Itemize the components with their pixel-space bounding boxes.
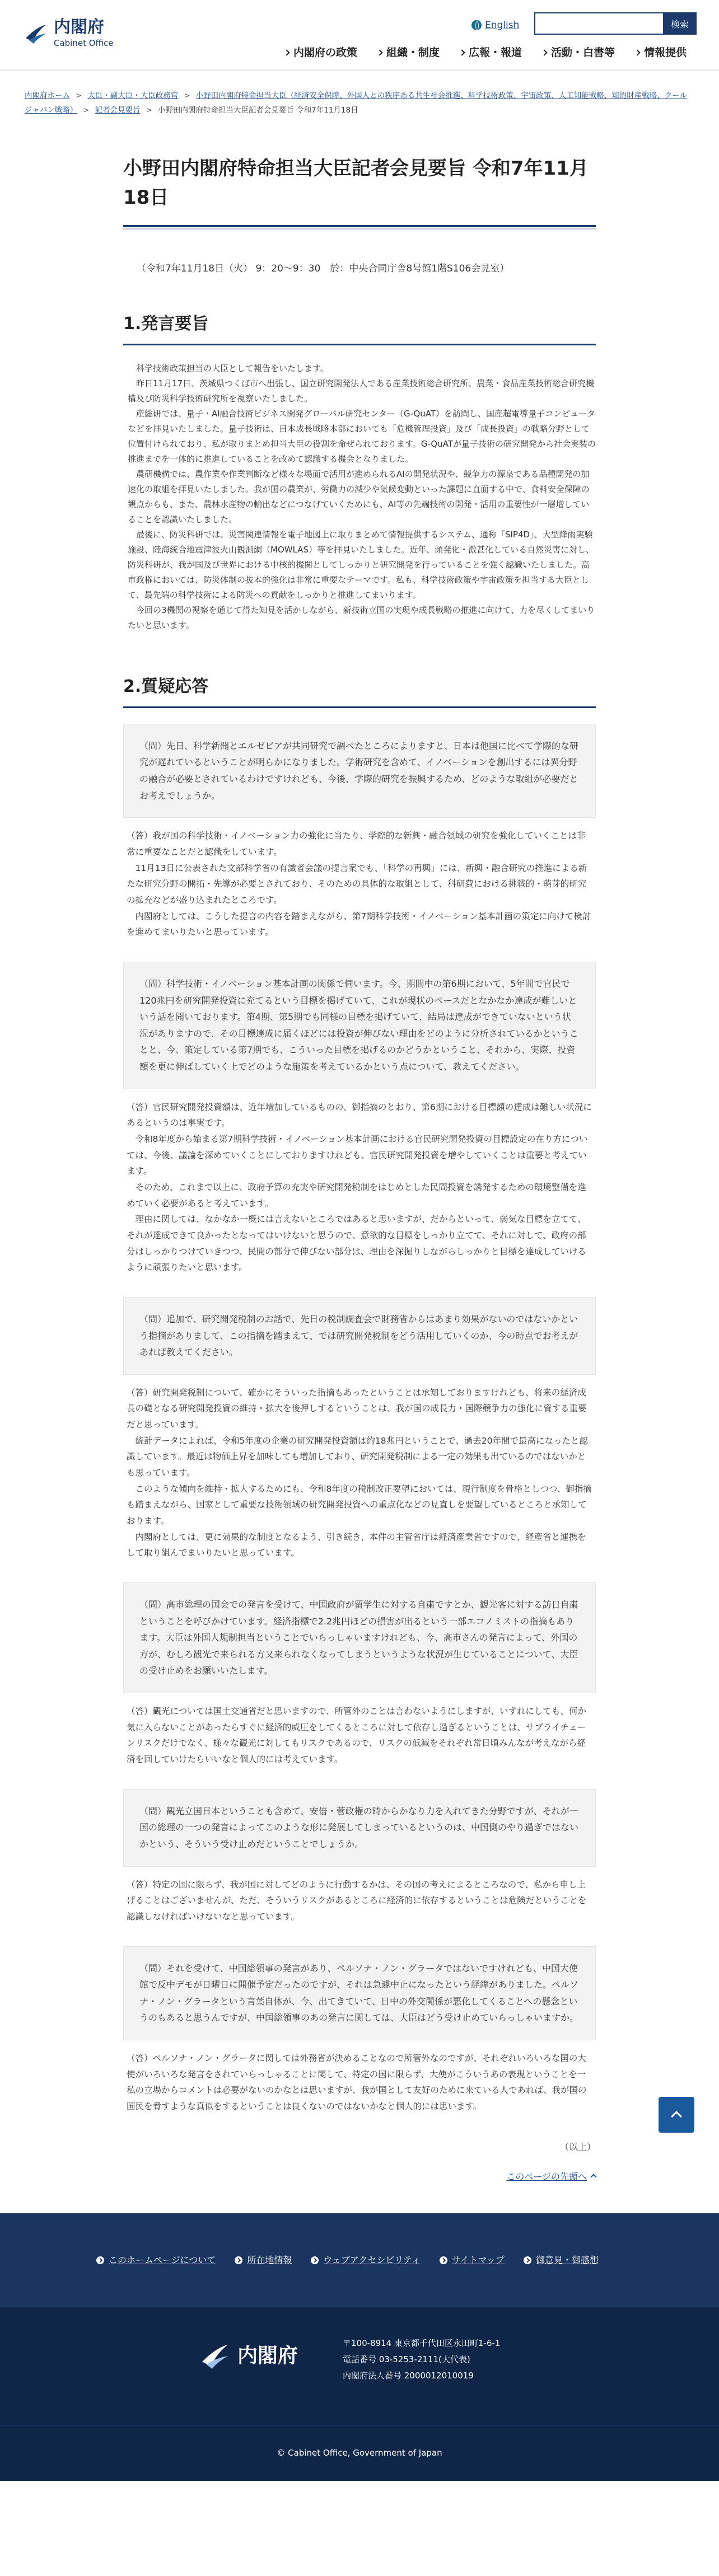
nav-label: 情報提供 — [644, 46, 687, 59]
nav-policies[interactable] — [274, 44, 367, 62]
question-box: （問）追加で、研究開発税制のお話で、先日の税制調査会で財務省からはあまり効果がないのではないかという指摘がありまして、この指摘を踏まえて、では研究開発税制をどう活用していくのか、今の時点でお考えがあれば教えてください。 — [123, 1297, 596, 1375]
cabinet-office-logo-icon — [199, 2340, 231, 2372]
circle-arrow-icon — [440, 2256, 447, 2264]
answer-paragraph: （答）観光については国土交通省だと思いますので、所管外のことは言わないようにしますが、いずれにしても、何か気に入らないことがあったらすぐに経済的威圧をしてくるところに対して依存し過ぎるということは、サプライチェーンリスクだけでなく、様々な観光に対してもリスクであるので、リスクの低減をそれぞれ常日頃みんなが考えながら経済を回していけたらいいなと個人的には考えています。 — [127, 1706, 586, 1765]
circle-arrow-icon — [235, 2256, 242, 2264]
answer-paragraph: 理由に関しては、なかなか一概には言えないところではあると思いますが、だからといって、弱気な目標を立てて、それが達成できて良かったとなってはいけないと思うので、意欲的な目標をしっかり立てて、それに対して、政府の部分はしっかりつけていきつつ、民間の部分で伸びない部分は、理由を深掘りしながらしっかりと目標を達成していけるように頑張りたいと思います。 — [127, 1214, 586, 1273]
site-header — [0, 0, 719, 71]
footer-link-sitemap[interactable] — [440, 2252, 505, 2268]
footer-link-label: 御意見・御感想 — [535, 2255, 599, 2266]
question-box: （問）高市総理の国会での発言を受けて、中国政府が留学生に対する自粛ですとか、観光客に対する訪日自粛ということを呼びかけています。経済指標で2.2兆円ほどの損害が出るという一部エコノミストの指摘もあります。大臣は外国人規制担当ということでいらっしゃいますけれども、今、高市さんの発言によって、外国の方が、むしろ観光で来られる方又来られなくなってしまうというような状況が生じていることについて、大臣の受け止めをお願いいたします。 — [123, 1582, 596, 1693]
breadcrumb-separator-icon: > — [76, 91, 82, 100]
remarks-body — [123, 361, 596, 633]
footer-logo-text: 内閣府 — [237, 2343, 298, 2367]
nav-label: 組織・制度 — [386, 46, 440, 59]
breadcrumb-current: 小野田内閣府特命担当大臣記者会見要旨 令和7年11月18日 — [157, 106, 358, 115]
search-button[interactable]: 検索 — [663, 12, 697, 35]
main-nav — [274, 44, 697, 62]
phone-line: 電話番号 03-5253-2111(大代表) — [343, 2354, 470, 2365]
answer-paragraph: （答）特定の国に限らず、我が国に対してどのように行動するかは、その国の考えによるところなので、私から申し上げることはございませんが、ただ、そういうリスクがあるところに経済的に依存するということは危険だということを認識しなければいけないなと思っています。 — [127, 1879, 587, 1922]
footer-main — [0, 2307, 719, 2425]
footer-link-about[interactable] — [96, 2252, 216, 2268]
answer-paragraph: 11月13日に公表された文部科学省の有識者会議の提言案でも、「科学の再興」には、新興・融合研究の推進による新たな研究分野の開拓・先導が必要とされており、そのための具体的な取組として、科研費における挑戦的・萌芽的研究の拡充などが盛り込まれたところです。 — [127, 863, 587, 905]
breadcrumb-separator-icon: > — [146, 106, 152, 115]
search-input[interactable] — [534, 12, 663, 35]
chevron-right-icon — [634, 49, 640, 55]
question-box: （問）観光立国日本ということも含めて、安倍・菅政権の時からかなり力を入れてきた分野ですが、それが一国の総理の一つの発言によってこのような形に発展してしまっているというのは、中国側のやり過ぎではないかという、そういう受け止めだということでしょうか。 — [123, 1789, 596, 1867]
section-heading-remarks: 1.発言要旨 — [123, 310, 596, 345]
main-content — [0, 154, 719, 2184]
nav-press[interactable] — [450, 44, 532, 62]
remarks-paragraph: 農研機構では、農作業や作業判断など様々な場面で活用が進められるAIの開発状況や、競争力の源泉である品種開発の加速化の取組を拝見いたしました。我が国の農業が、労働力の減少や気候変動といった課題に直面する中で、食料安全保障の観点からも、また、農林水産物の輸出などにつなげていくためにも、AI等の先端技術の開発・活用の重要性が一層増していることを認識いたしました。 — [128, 469, 590, 524]
search-box — [534, 12, 697, 35]
chevron-right-icon — [283, 49, 290, 55]
answer — [123, 1375, 596, 1567]
breadcrumb-separator-icon: > — [184, 91, 190, 100]
nav-label: 広報・報道 — [469, 46, 522, 59]
answer-paragraph: 内閣府としては、こうした提言の内容を踏まえながら、第7期科学技術・イノベーション基本計画の策定に向けて検討を進めてまいりたいと思っています。 — [127, 911, 591, 938]
nav-label: 内閣府の政策 — [293, 46, 358, 59]
footer-link-label: ウェブアクセシビリティ — [323, 2255, 421, 2266]
answer-paragraph: 内閣府としては、更に効果的な制度となるよう、引き続き、本件の主管省庁は経済産業省ですので、経産省と連携をして取り組んでまいりたいと思っています。 — [127, 1531, 586, 1558]
footer-link-label: このホームページについて — [109, 2255, 216, 2266]
question-box: （問）先日、科学新聞とエルゼビアが共同研究で調べたところによりますと、日本は他国に比べて学際的な研究が遅れているということが明らかになりました。学術研究を含めて、イノベーションを創出するには異分野の融合が必要とされているわけですけれども、今後、学際的研究を振興するため、どのような取組が必要だとお考えでしょうか。 — [123, 724, 596, 818]
answer-paragraph: そのため、これまで以上に、政府予算の充実や研究開発税制をはじめとした民間投資を誘発するための環境整備を進めていく必要があると考えています。 — [127, 1182, 586, 1209]
site-logo[interactable] — [24, 19, 114, 48]
answer-paragraph: 令和8年度から始まる第7期科学技術・イノベーション基本計画における官民研究開発投資の目標設定の在り方については、今後、議論を深めていくことにしておりますけれども、官民研究開発投資を増やしていくことは重要と考えています。 — [127, 1134, 588, 1177]
answer-paragraph: （答）ペルソナ・ノン・グラータに関しては外務省が決めることなので所管外なのですが、それぞれいろいろな国の大使がいろいろな発言をされていらっしゃることに関して、特定の国に限らず、大使がこういうあの表現ということを一私の立場からコメントは必要がないのかなとは思いますが、我が国として友好のために来ている人であれば、我が国の国民を脅すような真似をするということは良くないのではないかなと個人的には思います。 — [127, 2053, 587, 2111]
breadcrumb-ministers[interactable]: 大臣・副大臣・大臣政務官 — [87, 91, 179, 100]
footer-link-label: サイトマップ — [451, 2255, 505, 2266]
chevron-up-icon — [590, 2174, 596, 2180]
chevron-right-icon — [541, 49, 547, 55]
page-top-link[interactable] — [506, 2171, 596, 2182]
answer — [123, 1867, 596, 1931]
globe-icon — [471, 20, 482, 30]
breadcrumb-press-conferences[interactable]: 記者会見要旨 — [95, 106, 141, 115]
page-top-row — [123, 2169, 596, 2184]
page-title: 小野田内閣府特命担当大臣記者会見要旨 令和7年11月18日 — [123, 154, 596, 227]
remarks-paragraph: 今回の3機関の視察を通じて得た知見を活かしながら、新技術立国の実現や成長戦略の推進に向けて、力を尽くしてまいりたいと思います。 — [128, 605, 595, 630]
circle-arrow-icon — [311, 2256, 319, 2264]
corporate-number-line: 内閣府法人番号 2000012010019 — [343, 2371, 474, 2381]
answer-paragraph: （答）研究開発税制について、確かにそういった指摘もあったということは承知しておりますけれども、将来の経済成長の礎となる研究開発投資の維持・拡大を後押しするということは、我が国の成長力・国際競争力の強化に資する重要だと思っています。 — [127, 1387, 587, 1430]
footer-address — [343, 2335, 500, 2385]
remarks-paragraph: 昨日11月17日、茨城県つくば市へ出張し、国立研究開発法人である産業技術総合研究所、農業・食品産業技術総合研究機構及び防災科学技術研究所を視察いたしました。 — [128, 378, 595, 404]
breadcrumb-home[interactable]: 内閣府ホーム — [25, 91, 70, 100]
nav-organization[interactable] — [367, 44, 450, 62]
remarks-paragraph: 科学技術政策担当の大臣として報告をいたします。 — [136, 363, 329, 373]
circle-arrow-icon — [96, 2256, 104, 2264]
answer-paragraph: （答）我が国の科学技術・イノベーション力の強化に当たり、学際的な新興・融合領域の研究を強化していくことは非常に重要なことだと認識をしています。 — [127, 831, 586, 857]
breadcrumb — [0, 71, 719, 118]
header-divider — [0, 69, 719, 71]
question-box: （問）科学技術・イノベーション基本計画の関係で伺います。今、期間中の第6期において、5年間で官民で120兆円を研究開発投資に充てるという目標を掲げていて、これが現状のペースだとなかなか達成が難しいという話を聞いております。第4期、第5期でも同様の目標を掲げていて、結局は達成ができていないという状況がありますので、その目標達成に届くほどには投資が伸びない理由をどのように分析されているかということと、今、策定している第7期でも、こういった目標を掲げるのかどうかということ、それから、実際、投資額を更に伸ばしていく上でどのような施策を考えているかという点について、教えてください。 — [123, 962, 596, 1089]
address-line: 〒100-8914 東京都千代田区永田町1-6-1 — [343, 2338, 501, 2348]
answer — [123, 2040, 596, 2120]
remarks-paragraph: 産総研では、量子・AI融合技術ビジネス開発グローバル研究センター（G-QuAT）を訪問し、国産超電導量子コンピュータなどを拝見いたしました。量子技術は、日本成長戦略本部においても「危機管理投資」及び「成長投資」の戦略分野として位置付けられており、私が取りまとめ担当大臣の役割を命ぜられております。G-QuATが量子技術の研究開発から社会実装の推進までを一体的に推進していることを改めて認識する機会となりました。 — [128, 408, 596, 464]
press-meta: （令和7年11月18日（火） 9：20～9：30 於：中央合同庁舎8号館1階S106会見室） — [137, 263, 510, 274]
footer-link-accessibility[interactable] — [311, 2252, 420, 2268]
footer-links — [0, 2213, 719, 2307]
page-top-label: このページの先頭へ — [506, 2171, 587, 2182]
arrow-up-icon — [671, 2111, 682, 2122]
footer-link-feedback[interactable] — [524, 2252, 599, 2268]
circle-arrow-icon — [524, 2256, 531, 2264]
cabinet-office-logo-icon — [24, 21, 48, 46]
end-mark: （以上） — [559, 2141, 596, 2152]
footer-logo — [199, 2339, 298, 2373]
logo-text-en: Cabinet Office — [54, 38, 114, 48]
answer — [123, 1089, 596, 1281]
chevron-right-icon — [376, 49, 382, 55]
english-link[interactable] — [471, 17, 519, 34]
footer-link-label: 所在地情報 — [247, 2255, 292, 2266]
remarks-paragraph: 最後に、防災科研では、災害関連情報を電子地図上に取りまとめて情報提供するシステム、通称「SIP4D」、大型降雨実験施設、陸海統合地震津波火山観測網（MOWLAS）等を拝見いたしました。近年、頻発化・激甚化している自然災害に対し、防災科研が、我が国及び世界における中核的機関としてしっかりと研究開発を行っていることを強く認識いたしました。高市政権においては、防災体制の抜本的強化は非常に重要なテーマです。私も、科学技術政策や宇宙政策を担当する大臣として、最先端の科学技術による防災への貢献をしっかりと推進してまいります。 — [128, 529, 595, 600]
qa-list — [123, 724, 596, 2120]
chevron-right-icon — [459, 49, 465, 55]
logo-text-jp: 内閣府 — [54, 17, 104, 37]
copyright: © Cabinet Office, Government of Japan — [0, 2425, 719, 2481]
answer — [123, 818, 596, 946]
breadcrumb-separator-icon: > — [83, 106, 90, 115]
nav-label: 活動・白書等 — [551, 46, 615, 59]
footer-link-location[interactable] — [235, 2252, 292, 2268]
site-footer — [0, 2213, 719, 2481]
nav-information[interactable] — [625, 44, 697, 62]
answer-paragraph: （答）官民研究開発投資額は、近年増加しているものの、御指摘のとおり、第6期における目標額の達成は難しい状況にあるというのは事実です。 — [127, 1102, 592, 1128]
answer-paragraph: このような傾向を維持・拡大するためにも、令和8年度の税制改正要望においては、現行制度を骨格としつつ、御指摘も踏まえながら、国家として重要な技術領域の研究開発投資への重点化などの見直しを要望しているところと承知しております。 — [127, 1483, 592, 1526]
english-link-label: English — [485, 20, 520, 31]
answer-paragraph: 統計データによれば、令和5年度の企業の研究開発投資額は約18兆円ということで、過去20年間で最高になったと認識しています。最近は物価上昇を加味しても増加しており、研究開発税制による一定の効果も出ているのではないかとも思っています。 — [127, 1435, 589, 1478]
breadcrumb-minister-onoda[interactable]: 小野田内閣府特命担当大臣（経済安全保障、外国人との秩序ある共生社会推進、科学技術政策、宇宙政策、人工知能戦略、知的財産戦略、クールジャパン戦略） — [25, 91, 687, 115]
nav-activities[interactable] — [532, 44, 625, 62]
answer — [123, 1693, 596, 1773]
back-to-top-button[interactable] — [659, 2097, 694, 2133]
section-heading-qa: 2.質疑応答 — [123, 672, 596, 708]
question-box: （問）それを受けて、中国総領事の発言があり、ペルソナ・ノン・グラータではないですけれども、中国大使館で反中デモが日曜日に開催予定だったのですが、それは急遽中止になったという経緯がありました。ペルソナ・ノン・グラータという言葉自体が、今、出てきていて、日中の外交関係が悪化してくることへの懸念というのもあると思うんですが、中国総領事のあの発言に関しては、大臣はどう受け止めていらっしゃいますか。 — [123, 1946, 596, 2040]
